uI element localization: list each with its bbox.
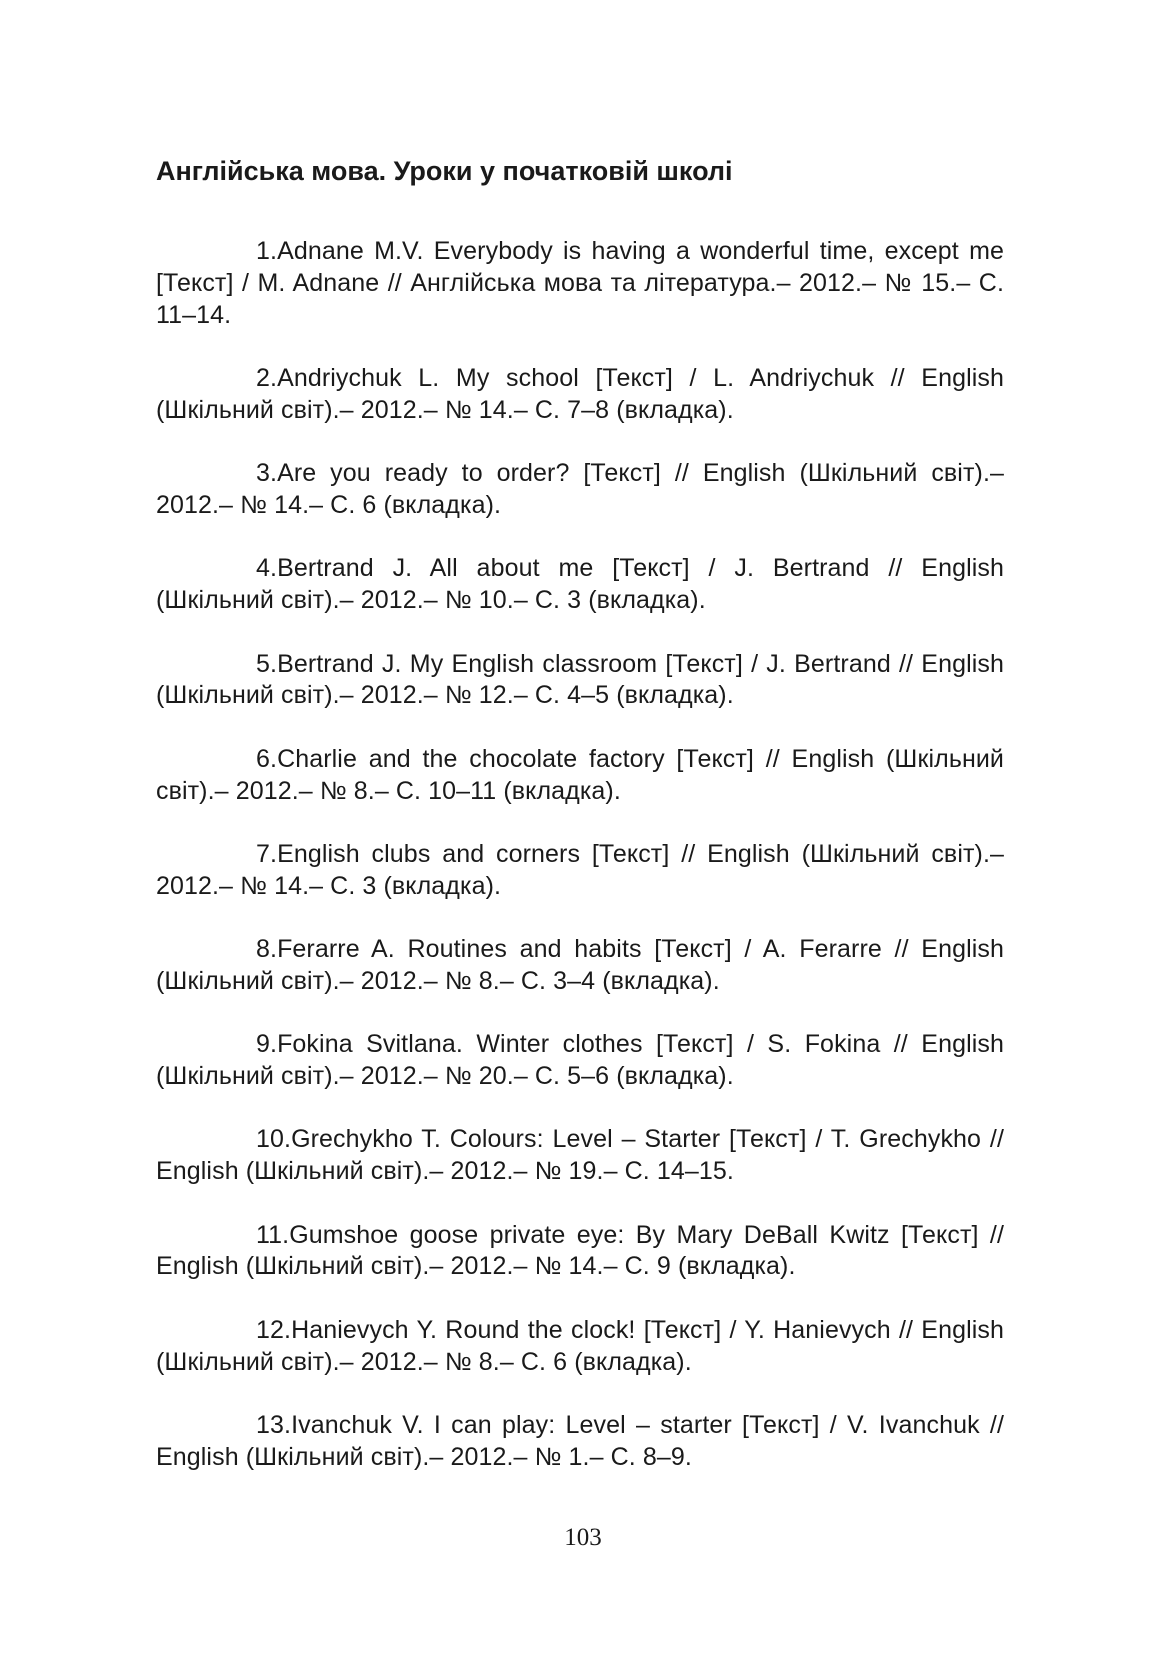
entry-number: 6.	[256, 744, 278, 773]
bibliography-entry	[156, 1315, 1004, 1379]
entry-number: 12.	[256, 1315, 292, 1344]
entry-number: 11.	[256, 1220, 290, 1249]
entry-text: Fokina Svitlana. Winter clothes [Текст] / S. Fokina // English (Шкільний світ).– 2012.– № 20.– С. 5–6 (вкладка).	[156, 1030, 1004, 1091]
entry-number: 10.	[256, 1125, 292, 1154]
entry-text: Ivanchuk V. I can play: Level – starter [Текст] / V. Ivanchuk // English (Шкільний світ).– 2012.– № 1.– С. 8–9.	[156, 1411, 1004, 1471]
entry-text: Hanievych Y. Round the clock! [Текст] / Y. Hanievych // English (Шкільний світ).– 2012.– № 8.– С. 6 (вкладка).	[156, 1315, 1004, 1376]
entry-number: 1.	[256, 237, 278, 265]
bibliography-list	[156, 236, 1004, 1505]
bibliography-entry	[156, 839, 1004, 903]
entry-text: Gumshoe goose private eye: By Mary DeBall Kwitz [Текст] // English (Шкільний світ).– 2012.– № 14.– С. 9 (вкладка).	[156, 1220, 1004, 1281]
entry-number: 4.	[256, 554, 278, 583]
entry-text: Ferarre A. Routines and habits [Текст] / A. Ferarre // English (Шкільний світ).– 2012.– № 8.– С. 3–4 (вкладка).	[156, 935, 1004, 995]
bibliography-entry	[156, 1410, 1004, 1474]
bibliography-entry	[156, 363, 1004, 427]
entry-number: 2.	[256, 363, 278, 392]
bibliography-entry	[156, 553, 1004, 617]
bibliography-entry	[156, 934, 1004, 998]
entry-number: 7.	[256, 839, 278, 868]
bibliography-entry	[156, 1029, 1004, 1093]
bibliography-entry	[156, 1124, 1004, 1188]
entry-text: Andriychuk L. My school [Текст] / L. Andriychuk // English (Шкільний світ).– 2012.– № 14.– С. 7–8 (вкладка).	[156, 363, 1004, 424]
bibliography-entry	[156, 1220, 1004, 1284]
entry-text: Grechykho T. Colours: Level – Starter [Текст] / T. Grechykho // English (Шкільний світ).– 2012.– № 19.– С. 14–15.	[156, 1125, 1004, 1186]
page-number: 103	[564, 1524, 602, 1551]
entry-text: Are you ready to order? [Текст] // English (Шкільний світ).– 2012.– № 14.– С. 6 (вкладка).	[156, 459, 1004, 519]
entry-text: Charlie and the chocolate factory [Текст] // English (Шкільний світ).– 2012.– № 8.– С. 10–11 (вкладка).	[156, 744, 1004, 805]
entry-number: 8.	[256, 935, 278, 964]
bibliography-entry	[156, 649, 1004, 713]
bibliography-entry	[156, 744, 1004, 808]
entry-number: 9.	[256, 1030, 278, 1059]
entry-number: 13.	[256, 1411, 292, 1440]
section-title: Англійська мова. Уроки у початковій школі	[156, 156, 733, 186]
entry-number: 5.	[256, 649, 278, 678]
entry-text: Bertrand J. My English classroom [Текст] / J. Bertrand // English (Шкільний світ).– 2012.– № 12.– С. 4–5 (вкладка).	[156, 649, 1004, 710]
entry-text: Bertrand J. All about me [Текст] / J. Bertrand // English (Шкільний світ).– 2012.– № 10.– С. 3 (вкладка).	[156, 554, 1004, 615]
entry-number: 3.	[256, 459, 278, 488]
bibliography-entry	[156, 236, 1004, 331]
entry-text: Adnane M.V. Everybody is having a wonderful time, except me [Текст] / M. Adnane // Англійська мова та література.– 2012.– № 15.– С. 11–14.	[156, 237, 1004, 329]
bibliography-entry	[156, 458, 1004, 522]
entry-text: English clubs and corners [Текст] // English (Шкільний світ).– 2012.– № 14.– С. 3 (вкладка).	[156, 839, 1004, 900]
